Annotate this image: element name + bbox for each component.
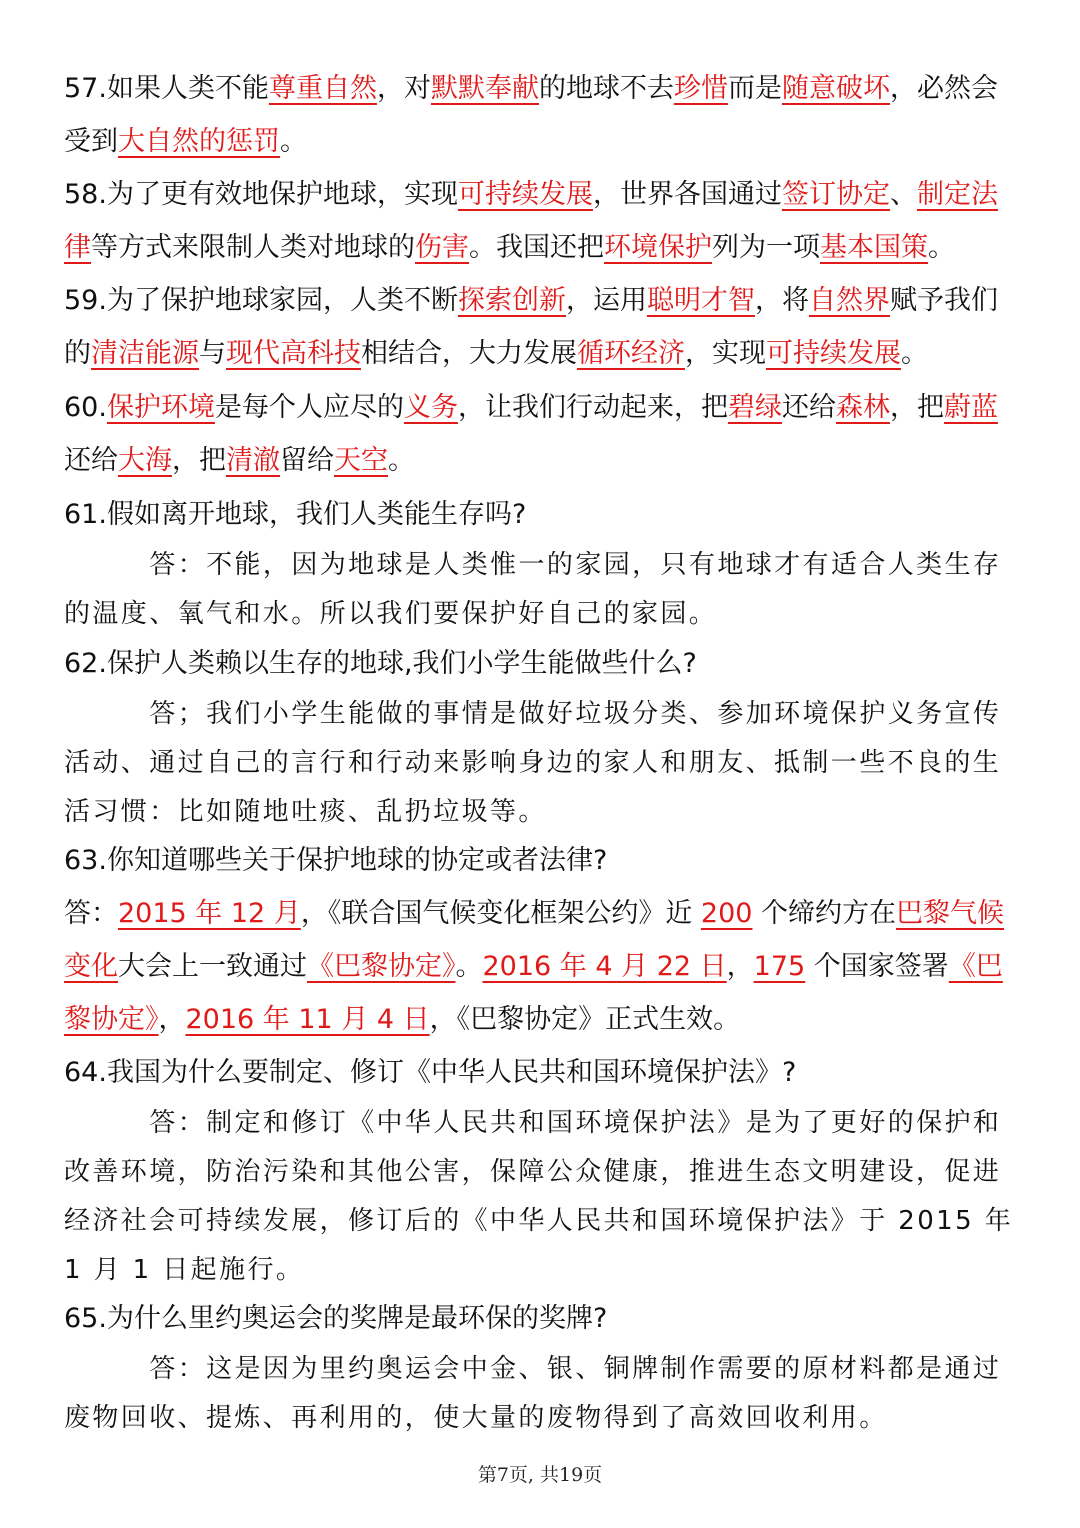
highlighted-keyword: 尊重自然 xyxy=(268,73,377,104)
answer-paragraph xyxy=(64,1345,1024,1443)
question-paragraph xyxy=(64,1292,1024,1345)
text-run: ， xyxy=(726,951,754,982)
text-run: 个缔约方在 xyxy=(752,898,897,929)
highlighted-keyword: 2015 年 12 月 xyxy=(118,898,301,929)
highlighted-keyword: 大海 xyxy=(118,445,172,476)
highlighted-keyword: 基本国策 xyxy=(820,232,928,263)
highlighted-keyword: 保护环境 xyxy=(106,392,215,423)
answer-paragraph xyxy=(64,541,1024,639)
highlighted-keyword: 默默奉献 xyxy=(430,73,539,104)
highlighted-keyword: 聪明才智 xyxy=(646,285,755,316)
text-run: 。 xyxy=(280,126,307,157)
highlighted-keyword: 义务 xyxy=(403,392,458,423)
text-run: 还给 xyxy=(64,445,118,476)
text-run: 57.如果人类不能 xyxy=(64,73,269,104)
text-run: ，《联合国气候变化框架公约》近 xyxy=(300,898,701,929)
text-run: ，运用 xyxy=(565,285,647,316)
highlighted-keyword: 《巴黎协定》 xyxy=(64,951,1003,1035)
highlighted-keyword: 蔚蓝 xyxy=(943,392,998,423)
highlighted-keyword: 2016 年 11 月 4 日 xyxy=(185,1004,430,1035)
highlighted-keyword: 探索创新 xyxy=(457,285,566,316)
highlighted-keyword: 清澈 xyxy=(226,445,280,476)
text-run: 65.为什么里约奥运会的奖牌是最环保的奖牌? xyxy=(64,1303,608,1334)
text-run: 相结合，大力发展 xyxy=(361,338,577,369)
text-run: 。我国还把 xyxy=(469,232,604,263)
text-run: 60. xyxy=(64,392,107,423)
text-run: 个国家签署 xyxy=(805,951,949,982)
highlighted-keyword: 珍惜 xyxy=(673,73,728,104)
text-run: 。 xyxy=(455,951,483,982)
text-run: 而是 xyxy=(727,73,782,104)
highlighted-keyword: 清洁能源 xyxy=(91,338,199,369)
text-run: 留给 xyxy=(280,445,334,476)
highlighted-keyword: 制定法律 xyxy=(64,179,998,263)
text-run: 62.保护人类赖以生存的地球,我们小学生能做些什么? xyxy=(64,648,697,679)
text-run: 答：制定和修订《中华人民共和国环境保护法》是为了更好的保护和改善环境，防治污染和其他公害，保障公众健康，推进生态文明建设，促进经济社会可持续发展，修订后的《中华人民共和国环境保护法》于 2015 年 1 月 1 日起施行。 xyxy=(64,1108,1024,1285)
text-run: ，把 xyxy=(172,445,226,476)
text-run: ，把 xyxy=(889,392,944,423)
text-run: ， xyxy=(158,1004,186,1035)
text-run: ，必然会受到 xyxy=(64,73,998,157)
text-run: 答： xyxy=(64,898,118,929)
highlighted-keyword: 200 xyxy=(700,898,753,929)
text-run: 63.你知道哪些关于保护地球的协定或者法律? xyxy=(64,845,608,876)
question-paragraph xyxy=(64,637,1024,690)
text-run: 答；我们小学生能做的事情是做好垃圾分类、参加环境保护义务宣传活动、通过自己的言行和行动来影响身边的家人和朋友、抵制一些不良的生活习惯：比如随地吐痰、乱扔垃圾等。 xyxy=(64,699,1002,827)
question-paragraph xyxy=(64,887,1024,1046)
text-run: 61.假如离开地球，我们人类能生存吗? xyxy=(64,499,527,530)
question-paragraph xyxy=(64,62,1024,168)
highlighted-keyword: 可持续发展 xyxy=(457,179,593,210)
highlighted-keyword: 大自然的惩罚 xyxy=(118,126,280,157)
highlighted-keyword: 175 xyxy=(753,951,806,982)
answer-paragraph xyxy=(64,1099,1024,1295)
question-paragraph xyxy=(64,168,1024,274)
text-run: ，对 xyxy=(376,73,431,104)
text-run: 。 xyxy=(928,232,955,263)
text-run: 。 xyxy=(388,445,415,476)
highlighted-keyword: 随意破坏 xyxy=(781,73,890,104)
question-paragraph xyxy=(64,381,1024,487)
text-run: 赋予我们的 xyxy=(64,285,998,369)
text-run: 的地球不去 xyxy=(538,73,674,104)
highlighted-keyword: 循环经济 xyxy=(577,338,685,369)
highlighted-keyword: 2016 年 4 月 22 日 xyxy=(482,951,727,982)
question-paragraph xyxy=(64,1046,1024,1099)
text-run: 等方式来限制人类对地球的 xyxy=(91,232,415,263)
answer-paragraph xyxy=(64,690,1024,837)
question-paragraph xyxy=(64,834,1024,887)
text-run: 答：不能，因为地球是人类惟一的家园，只有地球才有适合人类生存的温度、氧气和水。所以我们要保护好自己的家园。 xyxy=(64,550,1002,629)
text-run: 大会上一致通过 xyxy=(118,951,307,982)
highlighted-keyword: 可持续发展 xyxy=(766,338,901,369)
question-paragraph xyxy=(64,488,1024,541)
highlighted-keyword: 森林 xyxy=(835,392,890,423)
text-run: 还给 xyxy=(781,392,836,423)
text-run: ，世界各国通过 xyxy=(592,179,782,210)
highlighted-keyword: 碧绿 xyxy=(727,392,782,423)
highlighted-keyword: 自然界 xyxy=(808,285,890,316)
text-run: 64.我国为什么要制定、修订《中华人民共和国环境保护法》? xyxy=(64,1057,797,1088)
text-run: 列为一项 xyxy=(712,232,820,263)
text-run: ，让我们行动起来，把 xyxy=(457,392,728,423)
page-footer: 第7页, 共19页 xyxy=(477,1464,603,1486)
text-run: 58.为了更有效地保护地球，实现 xyxy=(64,179,458,210)
highlighted-keyword: 现代高科技 xyxy=(226,338,361,369)
text-run: ，《巴黎协定》正式生效。 xyxy=(429,1004,741,1035)
highlighted-keyword: 天空 xyxy=(334,445,388,476)
highlighted-keyword: 《巴黎协定》 xyxy=(307,951,456,982)
text-run: 。 xyxy=(901,338,928,369)
text-run: ，实现 xyxy=(685,338,766,369)
text-run: 答：这是因为里约奥运会中金、银、铜牌制作需要的原材料都是通过废物回收、提炼、再利用的，使大量的废物得到了高效回收利用。 xyxy=(64,1354,1002,1433)
text-run: 与 xyxy=(199,338,226,369)
question-paragraph xyxy=(64,274,1024,380)
highlighted-keyword: 巴黎气候变化 xyxy=(64,898,1005,982)
highlighted-keyword: 环境保护 xyxy=(604,232,712,263)
highlighted-keyword: 签订协定 xyxy=(781,179,890,210)
text-run: 59.为了保护地球家园，人类不断 xyxy=(64,285,458,316)
text-run: 是每个人应尽的 xyxy=(214,392,404,423)
text-run: ，将 xyxy=(754,285,809,316)
text-run: 、 xyxy=(889,179,917,210)
highlighted-keyword: 伤害 xyxy=(415,232,469,263)
